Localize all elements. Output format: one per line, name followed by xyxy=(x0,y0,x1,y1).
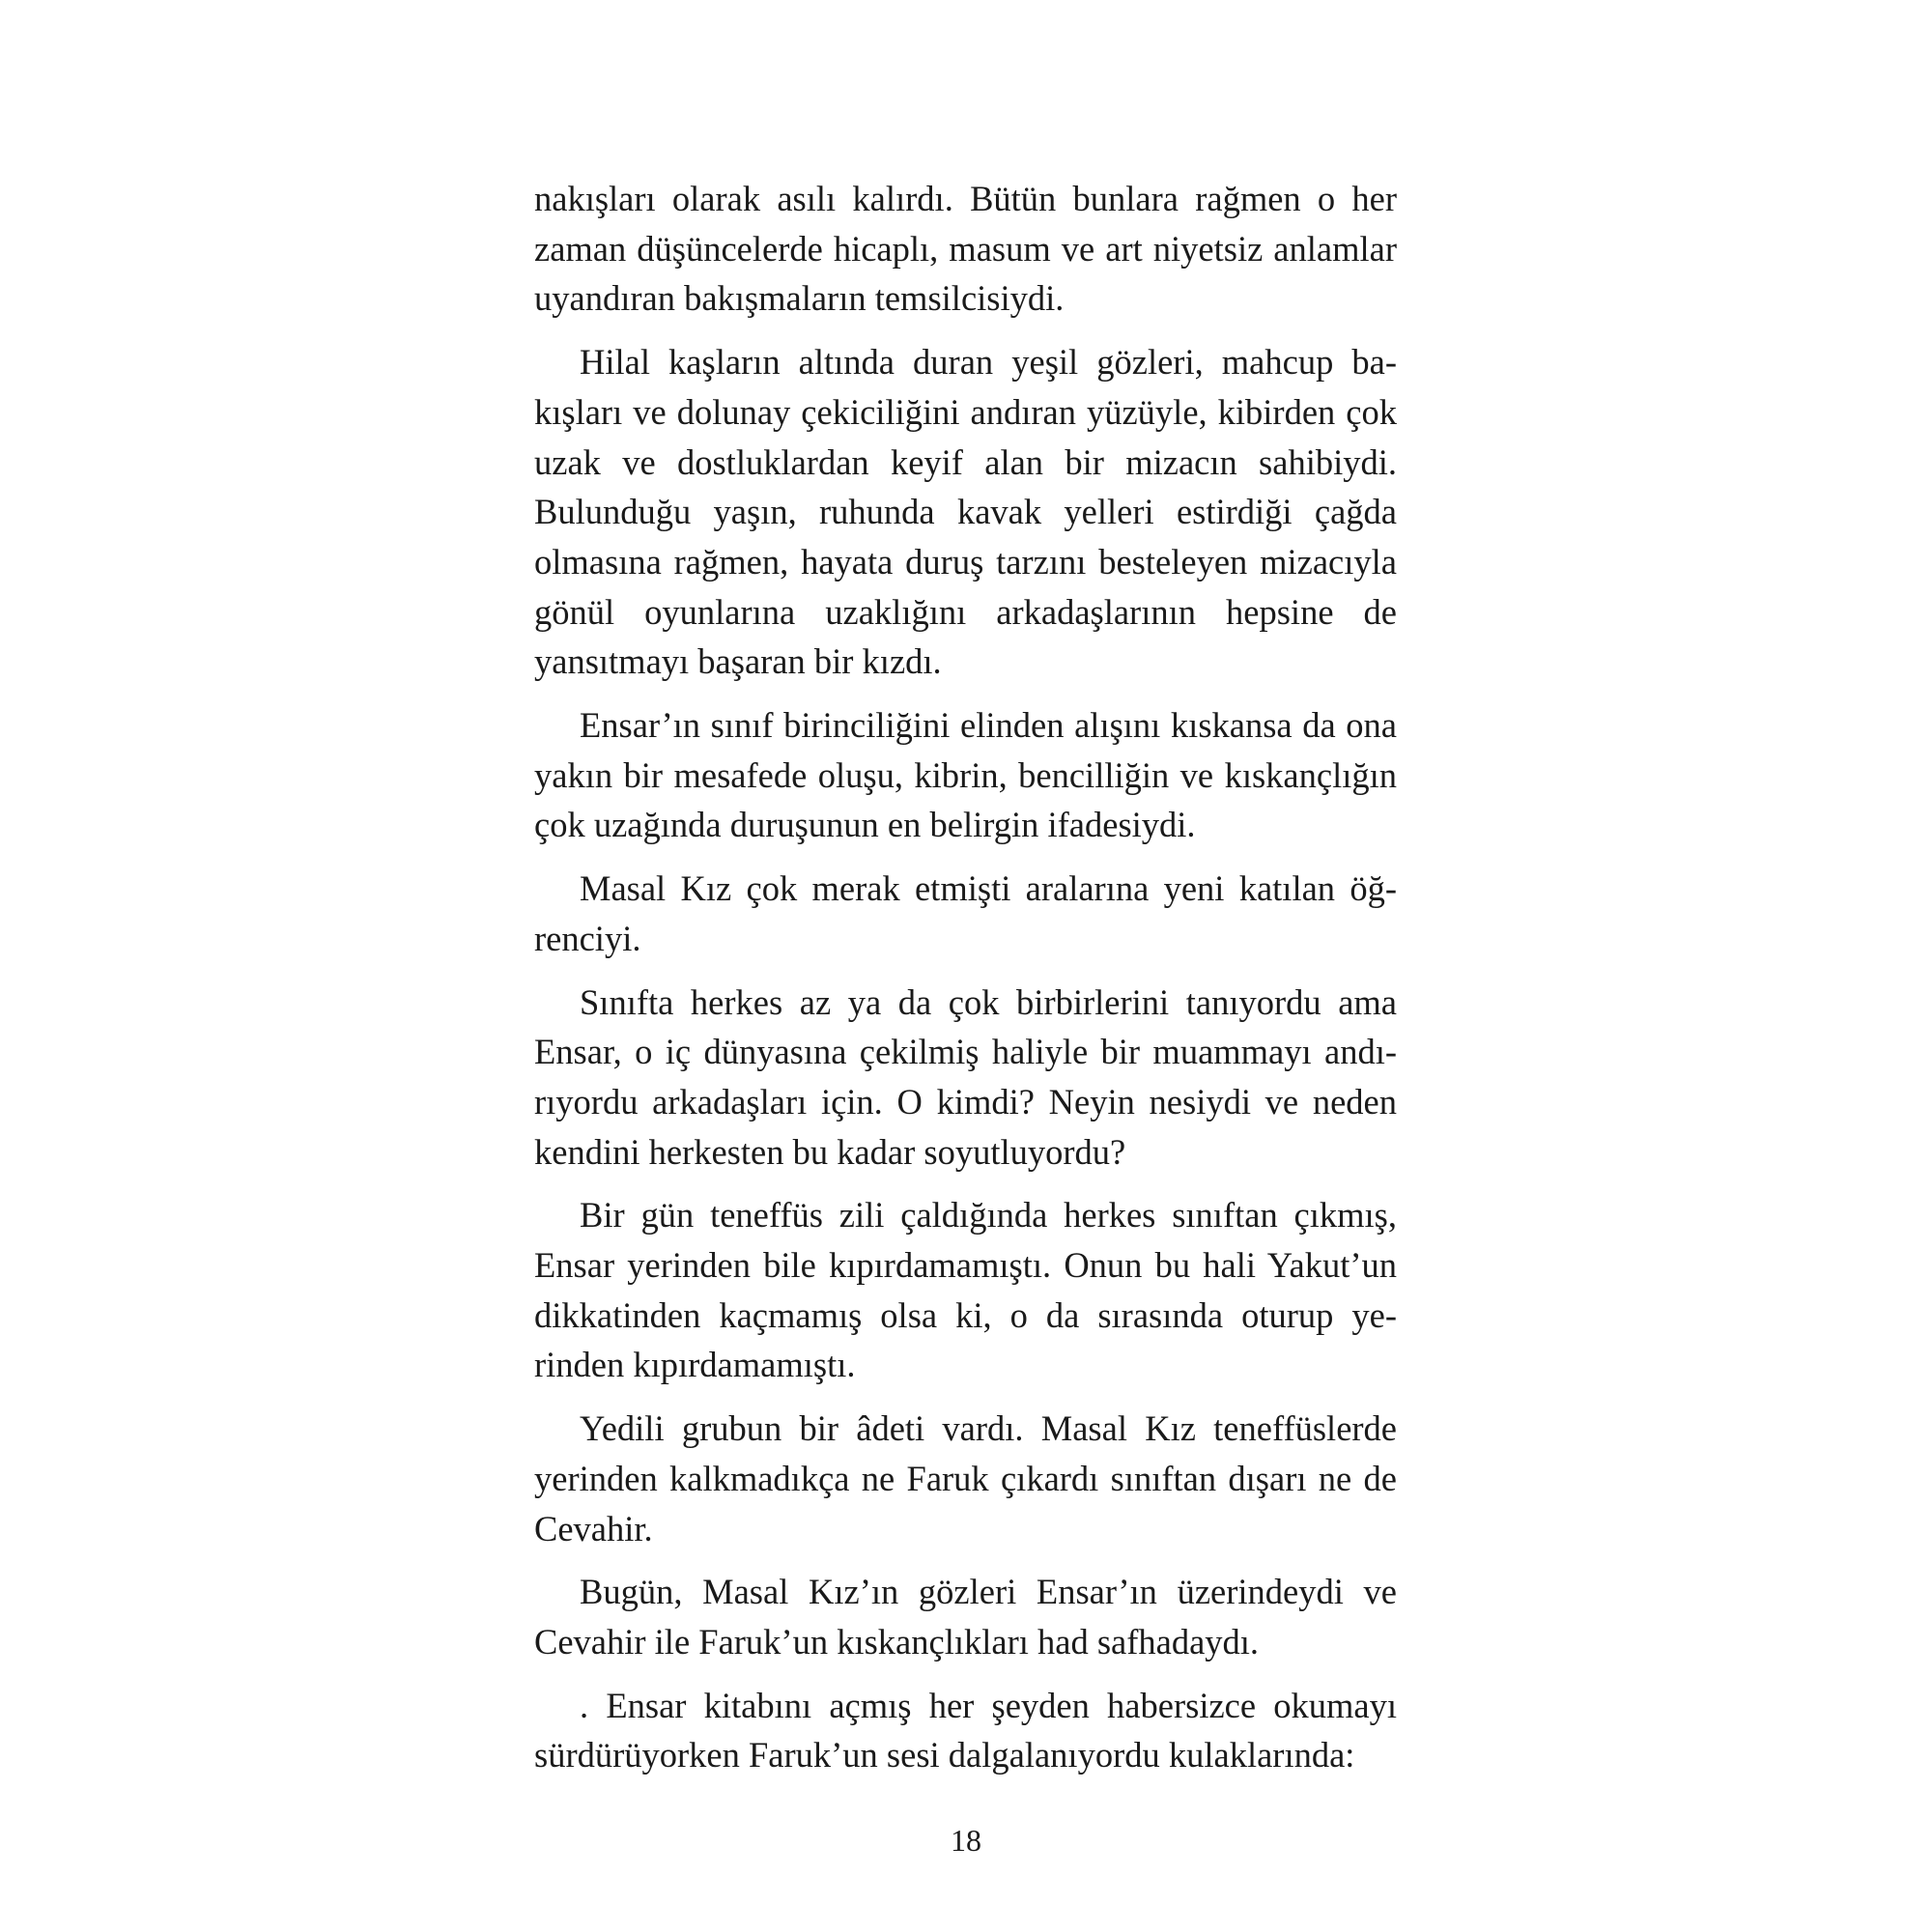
page-number: 18 xyxy=(951,1823,981,1858)
paragraph: Bir gün teneffüs zili çaldığında herkes sınıftan çıkmış, Ensar yerinden bile kıpırdamamıştı. Onun bu hali Yakut’un dikkatinden kaçmamış olsa ki, o da sırasında oturup yerinden kıpırdamamıştı. xyxy=(534,1195,1397,1385)
paragraph: Hilal kaşların altında duran yeşil gözleri, mahcup bakışları ve dolunay çekiciliğini andıran yüzüyle, kibirden çok uzak ve dostluklardan keyif alan bir mizacın sahibiydi. Bulunduğu yaşın, ruhunda kavak yelleri estirdiği çağda olmasına rağmen, hayata duruş tarzını besteleyen mizacıyla gönül oyunlarına uzaklığını arkadaşlarının hepsine de yansıtmayı başaran bir kızdı. xyxy=(534,342,1397,682)
paragraph: Sınıfta herkes az ya da çok birbirlerini tanıyordu ama Ensar, o iç dünyasına çekilmiş haliyle bir muammayı andırıyordu arkadaşları için. O kimdi? Neyin nesiydi ve neden kendini herkesten bu kadar soyutluyordu? xyxy=(534,981,1397,1172)
paragraph: Ensar’ın sınıf birinciliğini elinden alışını kıskansa da ona yakın bir mesafede oluşu, kibrin, bencilliğin ve kıskançlığın çok uzağında duruşunun en belirgin ifadesiydi. xyxy=(534,705,1397,845)
paragraph: Masal Kız çok merak etmişti aralarına yeni katılan öğrenciyi. xyxy=(534,868,1397,958)
paragraph: nakışları olarak asılı kalırdı. Bütün bunlara rağmen o her zaman düşüncelerde hicaplı, masum ve art niyetsiz anlamlar uyandıran bakışmaların temsilcisiydi. xyxy=(534,179,1397,319)
paragraph: Bugün, Masal Kız’ın gözleri Ensar’ın üzerindeydi ve Cevahir ile Faruk’un kıskançlıkları had safhadaydı. xyxy=(534,1572,1397,1662)
book-page-text xyxy=(534,174,1397,1794)
paragraph: Yedili grubun bir âdeti vardı. Masal Kız teneffüslerde yerinden kalkmadıkça ne Faruk çıkardı sınıftan dışarı ne de Cevahir. xyxy=(534,1408,1397,1548)
paragraph: . Ensar kitabını açmış her şeyden habersizce okumayı sürdürüyorken Faruk’un sesi dalgalanıyordu kulaklarında: xyxy=(534,1685,1397,1776)
